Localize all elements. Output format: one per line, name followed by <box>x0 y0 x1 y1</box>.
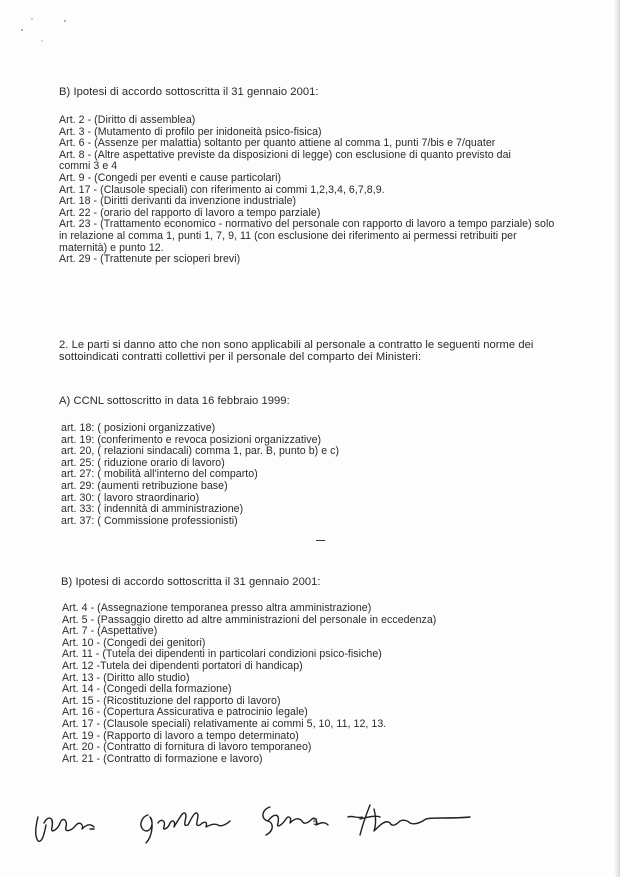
list-item: Art. 14 - (Congedi della formazione) <box>62 683 232 696</box>
list-item: art. 37: ( Commissione professionisti) <box>61 514 238 527</box>
list-item: Art. 23 - (Trattamento economico - normativo del personale con rapporto di lavoro a tempo parziale) solo in relazione al comma 1, punti 1, 7, 9, 11 (con esclusione dei riferimento ai permessi retribuiti per maternità) e punto 12. <box>59 218 555 254</box>
section-a-list <box>61 423 581 527</box>
list-item: art. 18: ( posizioni organizzative) <box>61 422 216 434</box>
list-item: Art. 4 - (Assegnazione temporanea presso altra amministrazione) <box>62 602 372 614</box>
list-item: Art. 15 - (Ricostituzione del rapporto di lavoro) <box>62 694 281 707</box>
signature-3 <box>263 807 328 835</box>
list-item: art. 27: ( mobilità all'interno del comparto) <box>61 468 258 481</box>
list-item: art. 20, ( relazioni sindacali) comma 1, par. B, punto b) e c) <box>61 445 340 458</box>
list-item: Art. 22 - (orario del rapporto di lavoro a tempo parziale) <box>59 206 321 219</box>
signature-1 <box>36 817 94 841</box>
list-item: art. 30: ( lavoro straordinario) <box>61 491 200 504</box>
section-a-heading: A) CCNL sottoscritto in data 16 febbraio 1999: <box>59 395 290 407</box>
list-item: Art. 3 - (Mutamento di profilo per inidoneità psico-fisica) <box>59 125 322 138</box>
list-item: Art. 17 - (Clausole speciali) relativamente ai commi 5, 10, 11, 12, 13. <box>62 717 387 730</box>
section-b-heading-second: B) Ipotesi di accordo sottoscritta il 31 gennaio 2001: <box>61 576 321 588</box>
list-item: Art. 10 - (Congedi dei genitori) <box>62 636 206 649</box>
list-item: art. 25: ( riduzione orario di lavoro) <box>61 456 225 469</box>
section-b-list-second <box>62 603 582 765</box>
list-item: Art. 8 - (Altre aspettative previste da disposizioni di legge) con esclusione di quanto previsto dai commi 3 e 4 <box>59 148 511 173</box>
list-item: art. 19: (conferimento e revoca posizioni organizzative) <box>61 433 322 446</box>
list-item: art. 33: ( indennità di amministrazione) <box>61 503 244 516</box>
section-b-list-first <box>59 115 579 266</box>
list-item: Art. 7 - (Aspettative) <box>62 625 158 638</box>
list-item: Art. 11 - (Tutela dei dipendenti in particolari condizioni psico-fisiche) <box>62 648 382 661</box>
list-item: Art. 9 - (Congedi per eventi e cause particolari) <box>59 171 282 184</box>
list-item: art. 29: (aumenti retribuzione base) <box>61 479 228 492</box>
list-item: Art. 12 -Tutela dei dipendenti portatori di handicap) <box>62 659 303 672</box>
list-item: Art. 13 - (Diritto allo studio) <box>62 671 190 684</box>
list-item: Art. 17 - (Clausole speciali) con riferimento ai commi 1,2,3,4, 6,7,8,9. <box>59 183 385 196</box>
list-item: Art. 19 - (Rapporto di lavoro a tempo determinato) <box>62 729 299 742</box>
list-item: Art. 18 - (Diritti derivanti da invenzione industriale) <box>59 195 297 208</box>
handwritten-dash-mark <box>316 540 325 541</box>
section-b-heading-first: B) Ipotesi di accordo sottoscritta il 31 gennaio 2001: <box>59 86 319 98</box>
list-item: Art. 21 - (Contratto di formazione e lavoro) <box>62 752 263 765</box>
page-number: 5 <box>313 817 319 827</box>
signature-2 <box>141 813 230 843</box>
scan-edge-shadow <box>614 0 620 877</box>
list-item: Art. 16 - (Copertura Assicurativa e patrocinio legale) <box>62 706 308 719</box>
paragraph-2: 2. Le parti si danno atto che non sono applicabili al personale a contratto le seguenti norme dei sottoindicati contratti collettivi per il personale del comparto dei Ministeri: <box>59 339 534 363</box>
signature-4 <box>348 805 470 835</box>
list-item: Art. 20 - (Contratto di fornitura di lavoro temporaneo) <box>62 741 312 754</box>
handwritten-signatures <box>30 795 500 850</box>
list-item: Art. 2 - (Diritto di assemblea) <box>59 114 196 126</box>
list-item: Art. 5 - (Passaggio diretto ad altre amministrazioni del personale in eccedenza) <box>62 613 437 626</box>
scan-specks <box>20 15 80 55</box>
list-item: Art. 29 - (Trattenute per scioperi brevi) <box>59 253 241 266</box>
list-item: Art. 6 - (Assenze per malattia) soltanto per quanto attiene al comma 1, punti 7/bis e 7/quater <box>59 137 496 150</box>
